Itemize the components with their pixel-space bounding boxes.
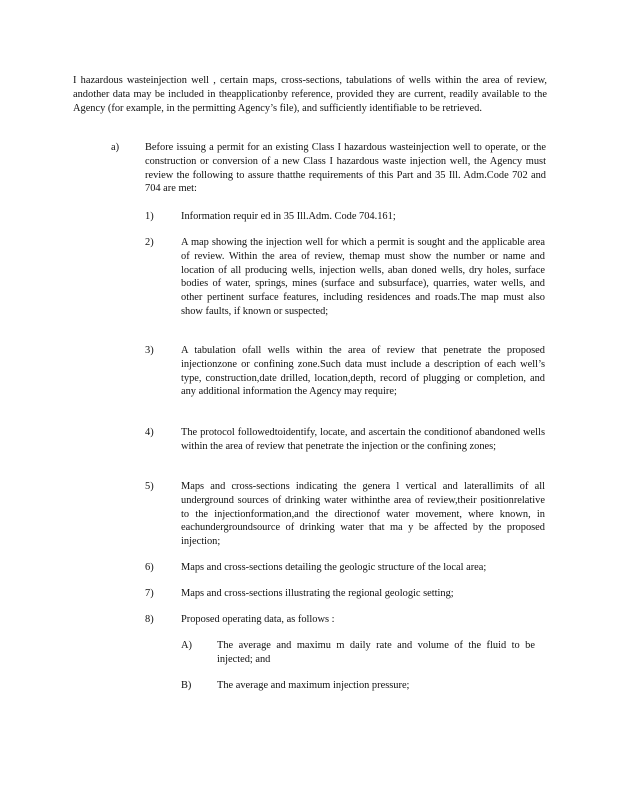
item-number: 7) (145, 588, 154, 599)
item-text: Information requir ed in 35 Ill.Adm. Code 704.161; (181, 211, 396, 222)
item-number: 3) (145, 345, 154, 356)
item-text: Maps and cross-sections indicating the genera l vertical and laterallimits of all underground sources of drinking water withinthe area of review,their positionrelative to the injectionformation,and the directionof water movement, where known, in eachundergroundsource of drinking water that ma y be affected by the proposed injection; (181, 481, 545, 548)
item-text: Maps and cross-sections illustrating the regional geologic setting; (181, 588, 454, 599)
item-number: 5) (145, 481, 154, 492)
item-text: A tabulation ofall wells within the area of review that penetrate the proposed injectionzone or confining zone.Such data must include a description of each well’s type, construction,date drilled, location,depth, record of plugging or completion, and any additional information the Agency may require; (181, 345, 545, 398)
intro-paragraph: I hazardous wasteinjection well , certain maps, cross-sections, tabulations of wells within the area of review, andother data may be included in theapplicationby reference, provided they are current, readily available to the Agency (for example, in the permitting Agency’s file), and sufficiently identifiable to be retrieved. (73, 75, 547, 114)
item-number: 4) (145, 427, 154, 438)
subitem-text: The average and maximu m daily rate and volume of the fluid to be injected; and (217, 640, 535, 665)
subitem-text: The average and maximum injection pressure; (217, 680, 410, 691)
item-text: A map showing the injection well for which a permit is sought and the applicable area of review. Within the area of review, themap must show the number or name and location of all producing wells, injection wells, aban doned wells, dry holes, surface bodies of water, springs, mines (surface and subsurface), quarries, water wells, and other pertinent surface features, including residences and roads.The map must also show faults, if known or suspected; (181, 237, 545, 317)
item-text: Maps and cross-sections detailing the geologic structure of the local area; (181, 562, 487, 573)
item-a-label: a) (111, 142, 120, 153)
subitem-number: A) (181, 640, 192, 651)
item-text: Proposed operating data, as follows : (181, 614, 335, 625)
item-a-text: Before issuing a permit for an existing Class I hazardous wasteinjection well to operate, or the construction or conversion of a new Class I hazardous waste injection well, the Agency must review the following to assure thatthe requirements of this Part and 35 Ill. Adm.Code 702 and 704 are met: (145, 142, 546, 195)
item-number: 8) (145, 614, 154, 625)
item-text: The protocol followedtoidentify, locate, and ascertain the conditionof abandoned wells within the area of review that penetrate the injection or the confining zones; (181, 427, 545, 452)
item-number: 1) (145, 211, 154, 222)
item-number: 2) (145, 237, 154, 248)
item-number: 6) (145, 562, 154, 573)
subitem-number: B) (181, 680, 192, 691)
